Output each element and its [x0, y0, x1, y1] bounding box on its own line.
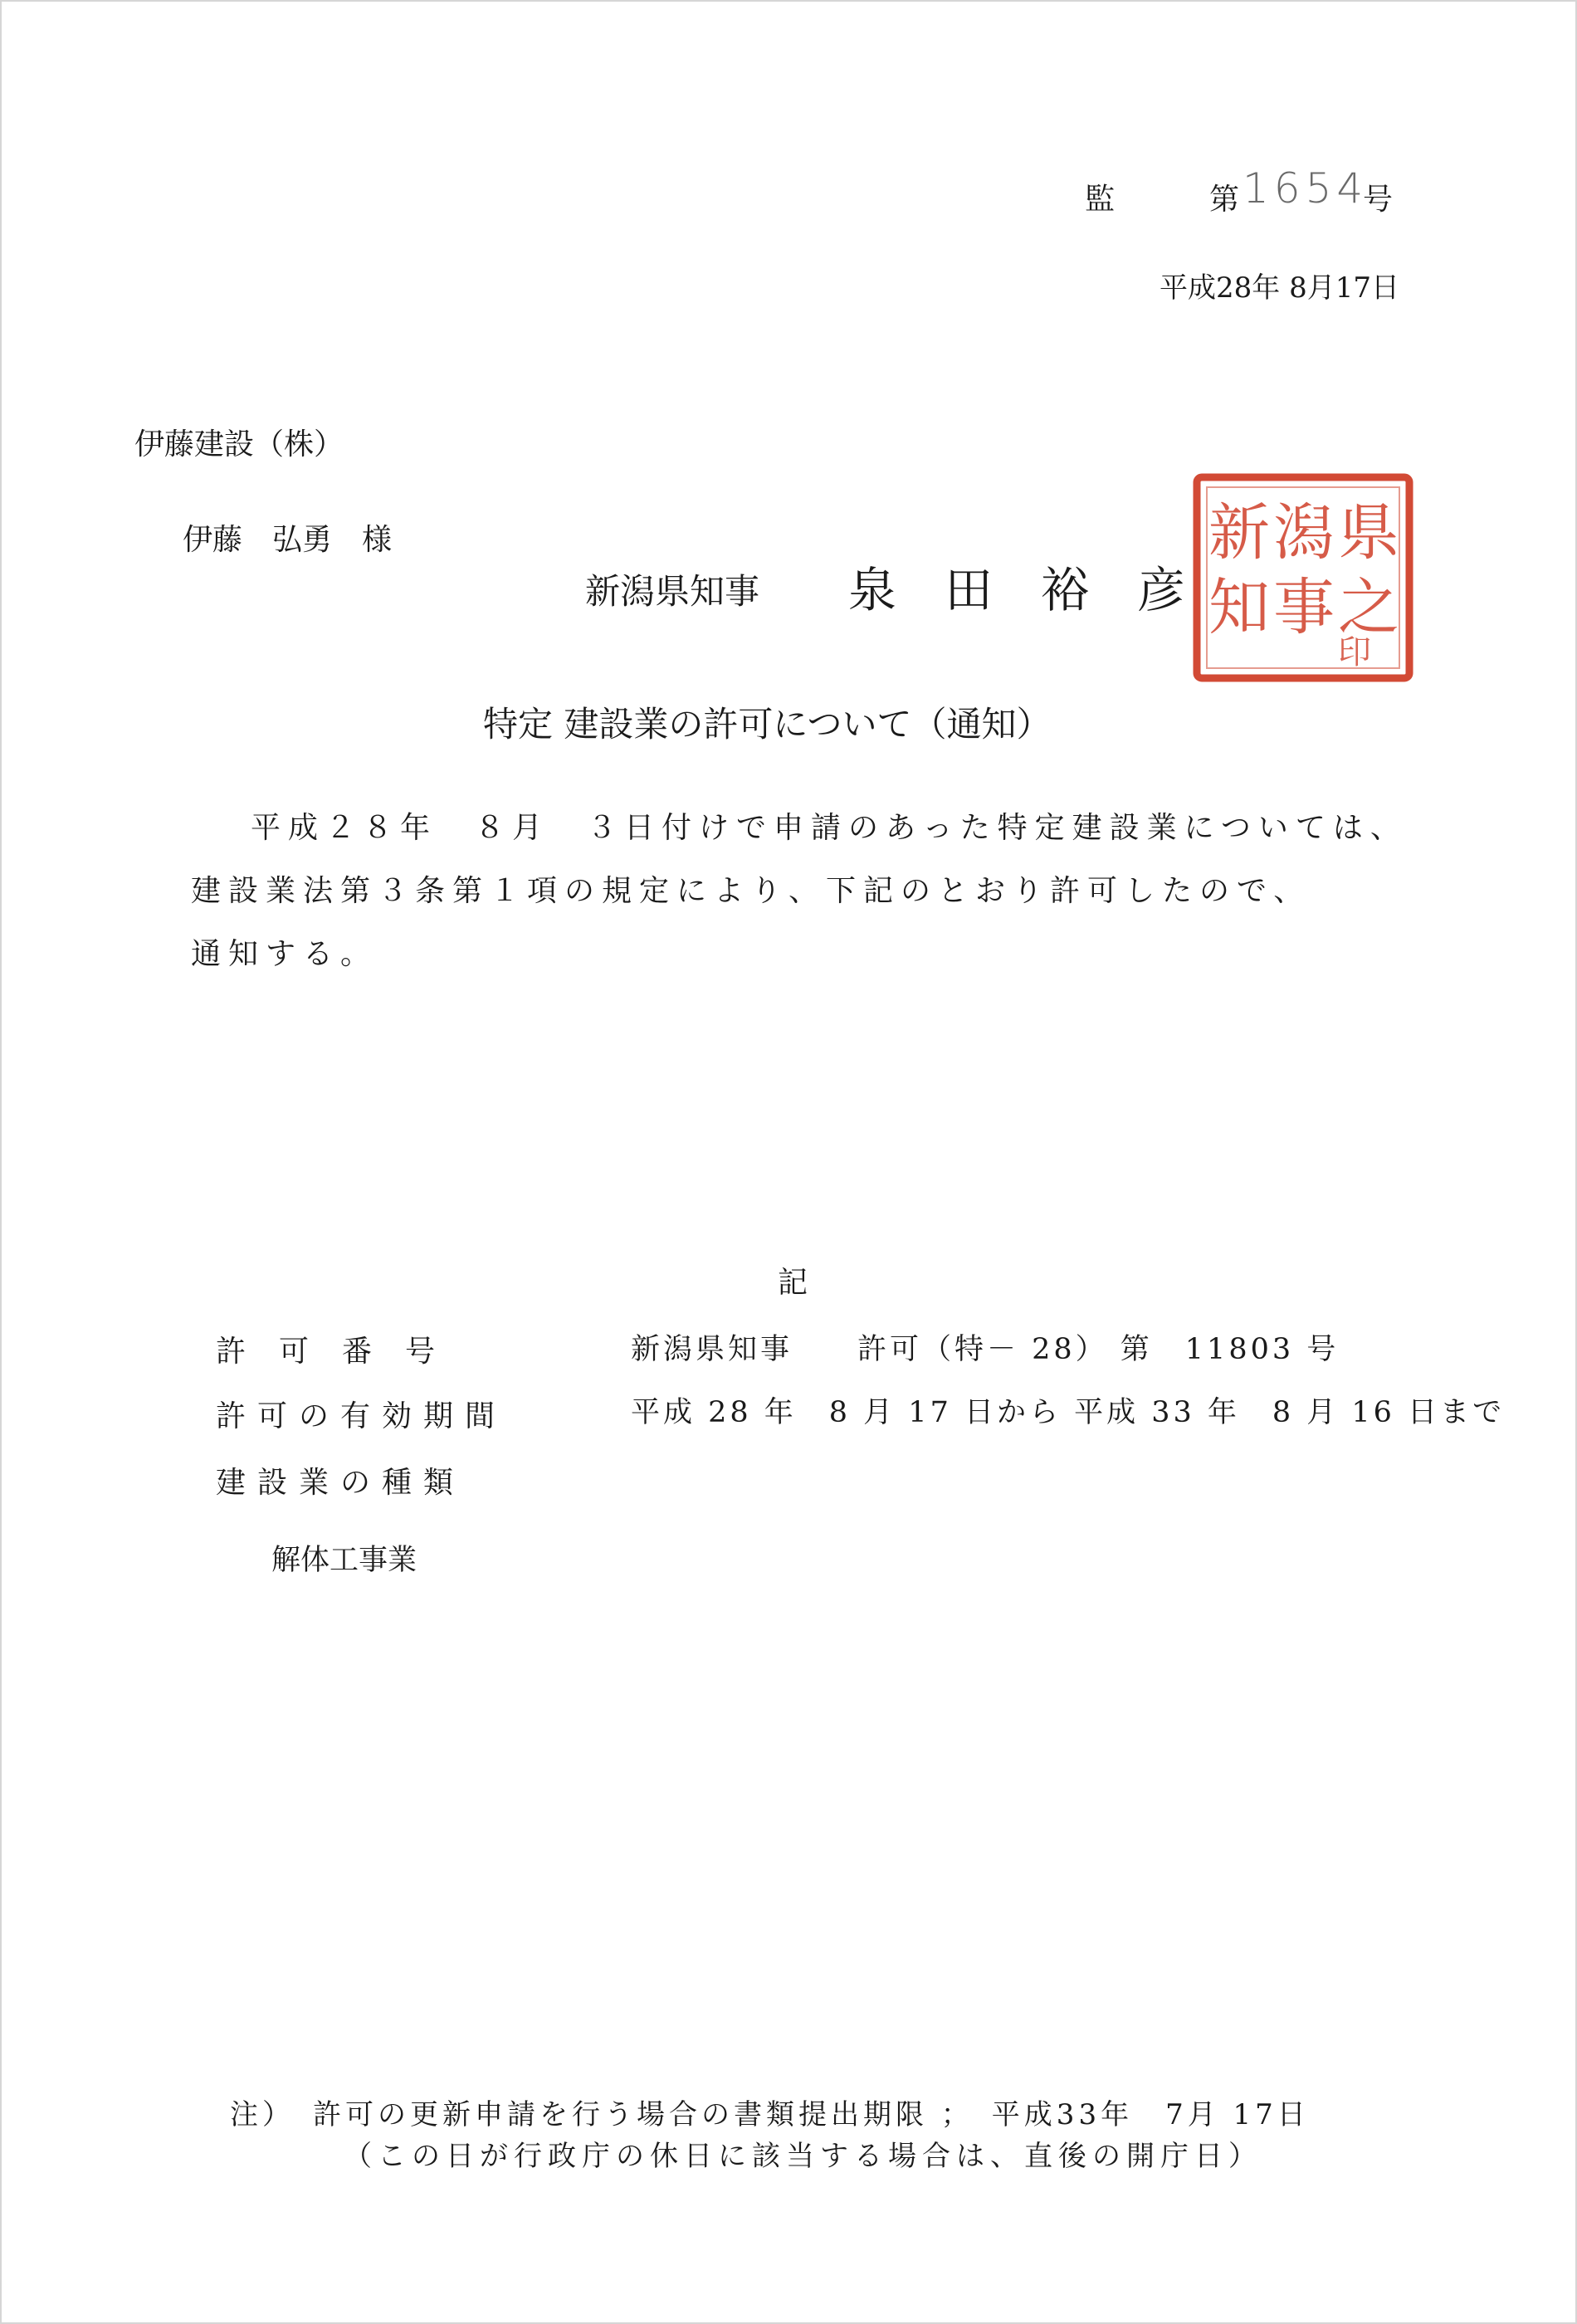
body-paragraph	[191, 797, 1419, 986]
addressee-company: 伊藤建設（株）	[134, 427, 344, 461]
seal-char: 印	[1338, 633, 1371, 671]
doc-number-prefix: 第	[1209, 183, 1240, 217]
seal-char: 新	[1208, 497, 1270, 569]
validity-period-value: 平成 28 年 8 月 17 日から 平成 33 年 8 月 16 日まで	[631, 1396, 1506, 1429]
document-heading: 特定 建設業の許可について（通知）	[483, 704, 1052, 745]
doc-number: 1654	[1243, 164, 1369, 212]
issuer-name: 泉田裕彦	[848, 562, 1234, 618]
office-mark: 監	[1085, 183, 1116, 217]
business-type-value: 解体工事業	[271, 1544, 417, 1577]
permit-number-label: 許可番号	[216, 1335, 469, 1369]
seal-char: 之	[1338, 572, 1399, 643]
note-deadline: 注） 許可の更新申請を行う場合の書類提出期限 ； 平成33年 7月 17日	[230, 2098, 1310, 2131]
doc-number-suffix: 号	[1363, 183, 1394, 217]
body-line: 平成２８年 ８月 ３日付けで申請のあった特定建設業については、	[251, 811, 1408, 845]
seal-char: 知	[1208, 572, 1270, 643]
issue-date: 平成28年 8月17日	[1160, 271, 1399, 305]
note-holiday: （この日が行政庁の休日に該当する場合は、直後の開庁日）	[344, 2140, 1262, 2173]
issuer-title: 新潟県知事	[585, 571, 760, 612]
seal-char: 県	[1338, 497, 1399, 569]
validity-period-label: 許可の有効期間	[216, 1399, 507, 1433]
seal-char: 潟	[1273, 497, 1335, 569]
body-line: 建設業法第３条第１項の規定により、下記のとおり許可したので、	[191, 874, 1311, 908]
permit-number-value: 新潟県知事 許可（特－ 28） 第 11803 号	[631, 1333, 1340, 1366]
body-line: 通知する。	[191, 937, 378, 971]
addressee-person: 伊藤 弘勇 様	[183, 523, 393, 557]
seal-char: 事	[1273, 572, 1335, 643]
business-type-label: 建設業の種類	[216, 1466, 466, 1500]
official-seal	[1190, 471, 1416, 685]
record-marker: 記	[778, 1266, 808, 1300]
